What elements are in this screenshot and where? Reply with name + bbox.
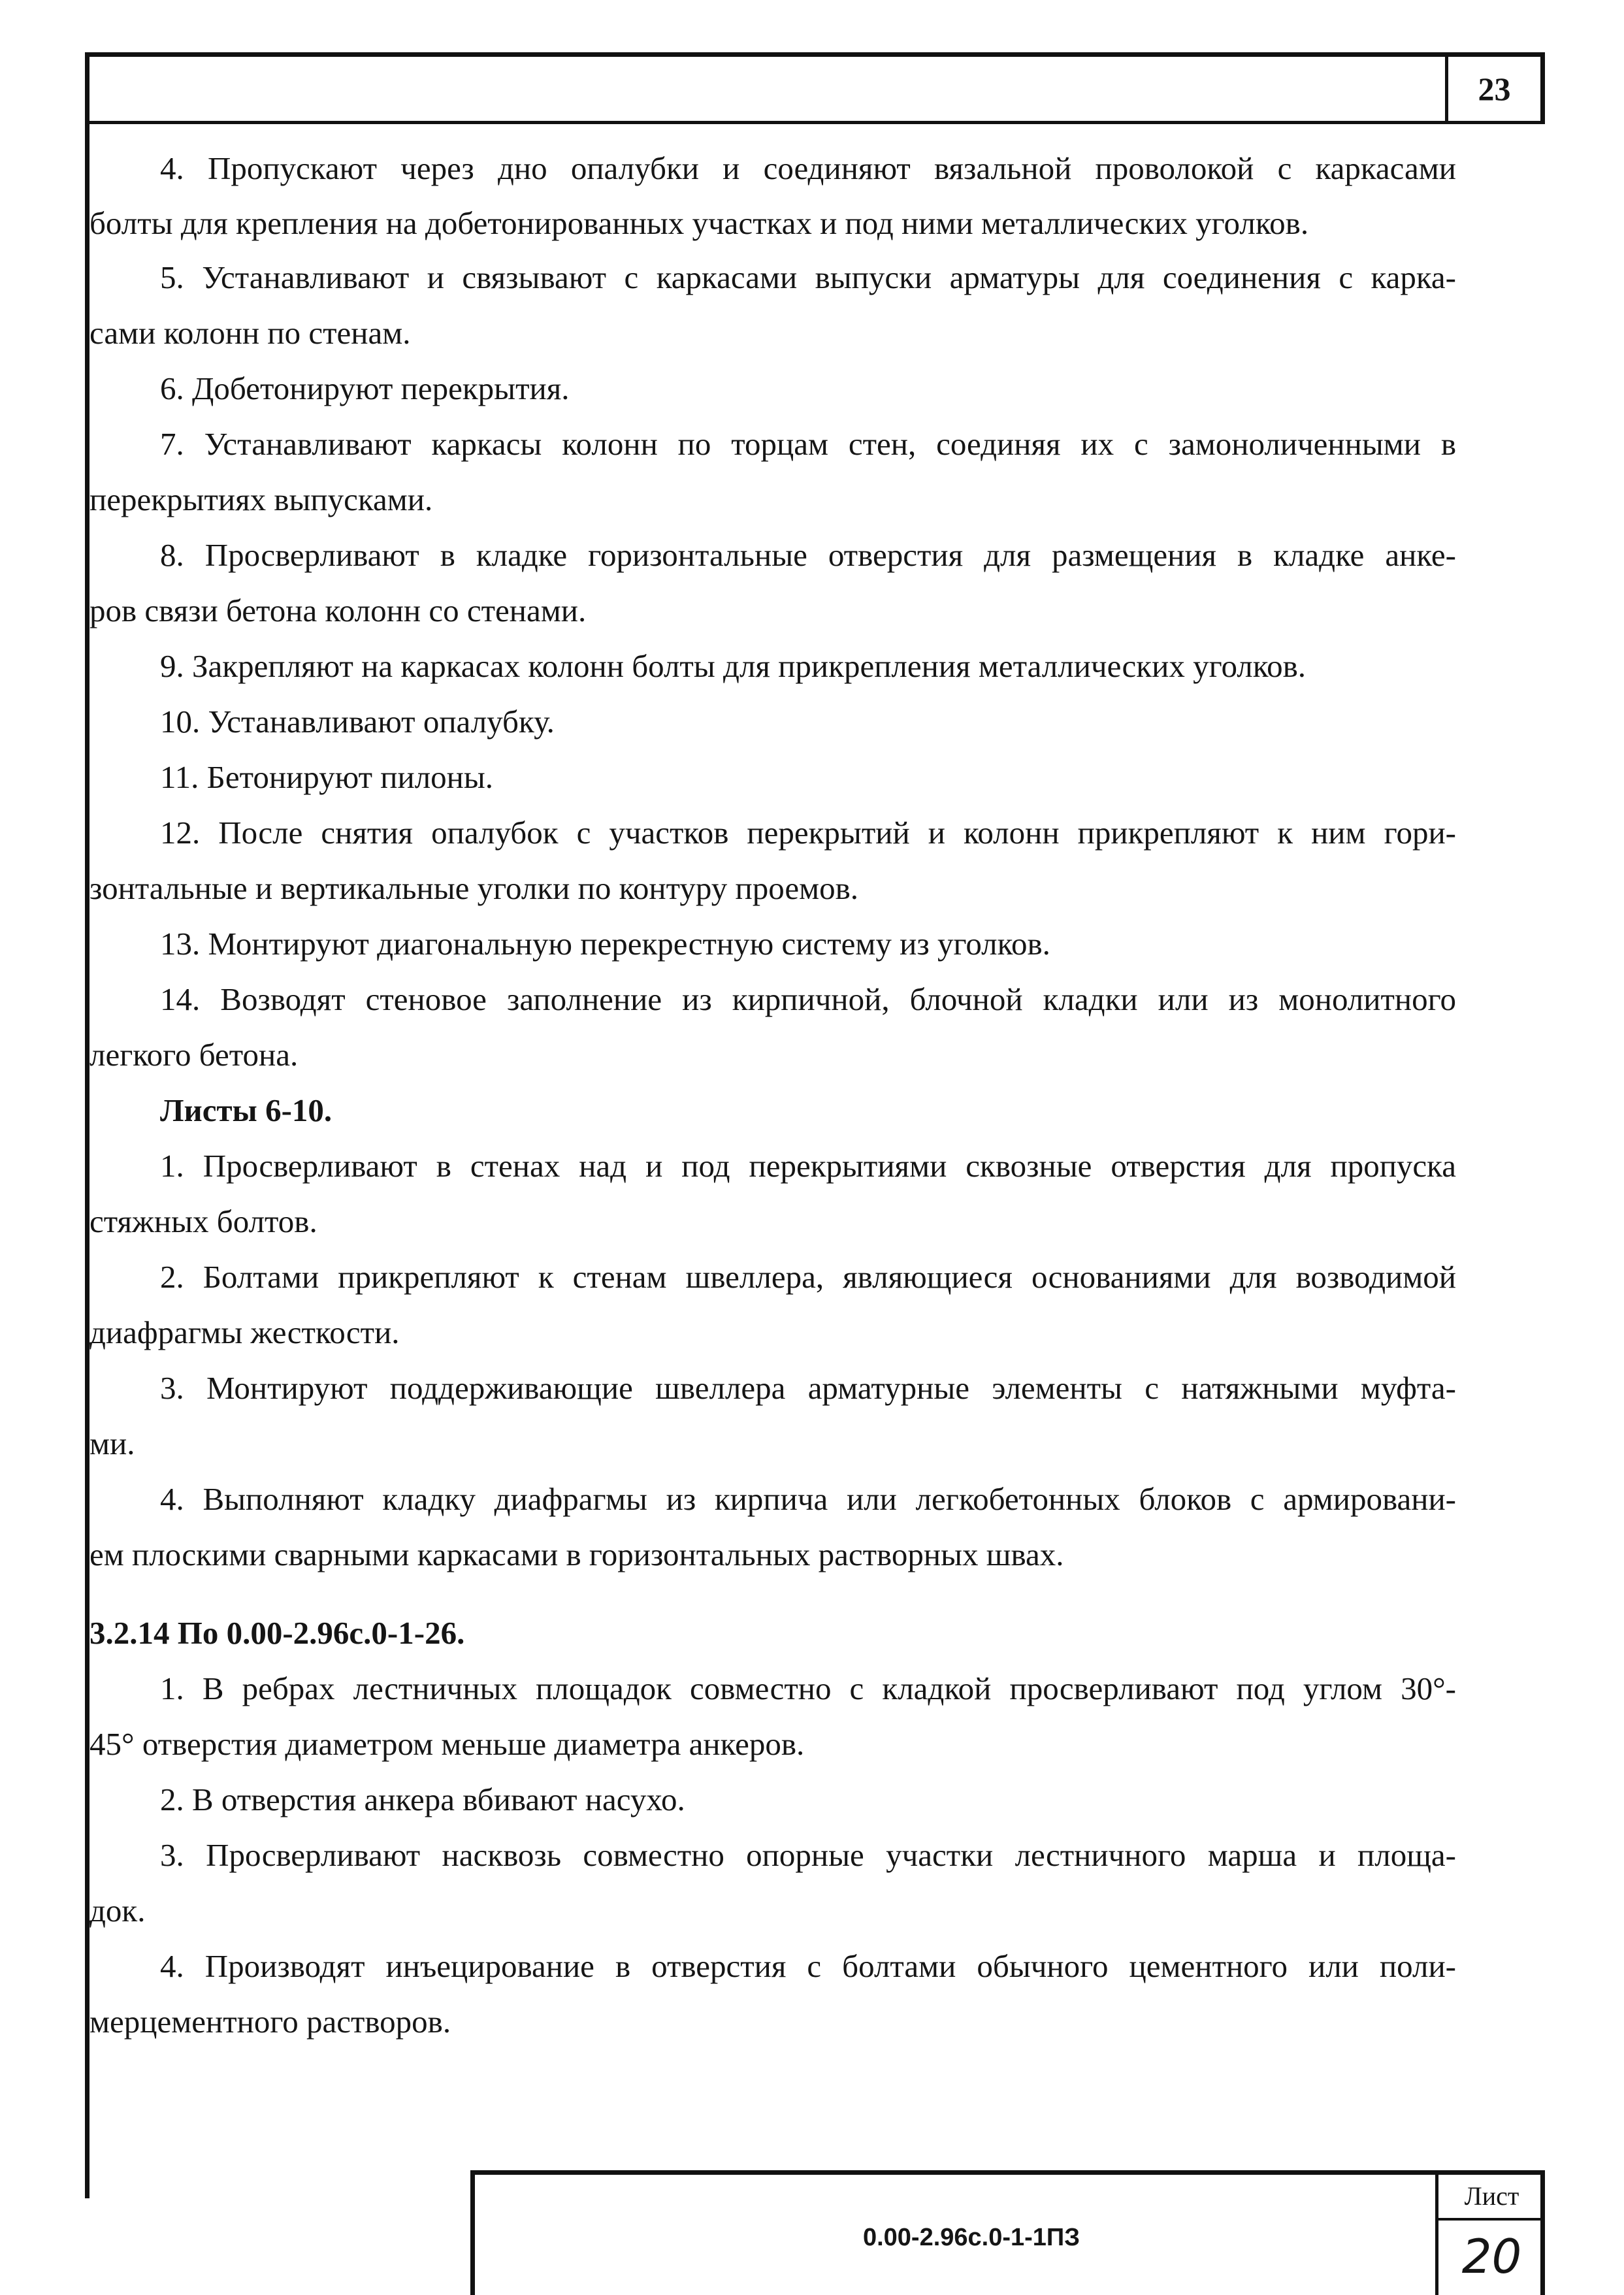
paragraph-line: стяжных болтов.: [89, 1203, 317, 1239]
paragraph-line: диафрагмы жесткости.: [89, 1314, 400, 1350]
paragraph-line: 4. Пропускают через дно опалубки и соединяют вязальной проволокой с каркасами: [160, 150, 1456, 186]
paragraph-line: 1. В ребрах лестничных площадок совместно с кладкой просверливают под углом 30°-: [160, 1670, 1456, 1706]
paragraph-line: 3. Просверливают насквозь совместно опорные участки лестничного марша и площа-: [160, 1837, 1456, 1873]
paragraph-line: 4. Выполняют кладку диафрагмы из кирпича или легкобетонных блоков с армировани-: [160, 1481, 1456, 1517]
document-code: 0.00-2.96с.0-1-1ПЗ: [862, 2224, 1080, 2251]
paragraph-line: 14. Возводят стеновое заполнение из кирпичной, блочной кладки или из монолитного: [160, 981, 1456, 1017]
frame-right-line: [1540, 52, 1545, 124]
paragraph-line: 10. Устанавливают опалубку.: [160, 704, 555, 740]
paragraph-line: 13. Монтируют диагональную перекрестную систему из уголков.: [160, 926, 1050, 962]
section-heading: 3.2.14 По 0.00-2.96с.0-1-26.: [89, 1615, 465, 1651]
paragraph-line: ем плоскими сварными каркасами в горизонтальных растворных швах.: [89, 1537, 1064, 1572]
paragraph-line: ми.: [89, 1425, 135, 1461]
paragraph-line: 3. Монтируют поддерживающие швеллера арматурные элементы с натяжными муфта-: [160, 1370, 1456, 1406]
paragraph-line: 1. Просверливают в стенах над и под перекрытиями сквозные отверстия для пропуска: [160, 1148, 1456, 1184]
paragraph-line: мерцементного растворов.: [89, 2004, 451, 2040]
paragraph-line: 9. Закрепляют на каркасах колонн болты для прикрепления металлических уголков.: [160, 648, 1306, 684]
title-block: [470, 2170, 1545, 2295]
paragraph-line: ров связи бетона колонн со стенами.: [89, 593, 587, 628]
paragraph-line: 45° отверстия диаметром меньше диаметра анкеров.: [89, 1726, 805, 1762]
paragraph-line: 11. Бетонируют пилоны.: [160, 759, 494, 795]
paragraph-line: перекрытиях выпусками.: [89, 481, 433, 517]
header-bottom-line: [87, 121, 1545, 124]
frame-left-line: [85, 52, 89, 2198]
frame-top-line: [87, 52, 1545, 57]
paragraph-line: сами колонн по стенам.: [89, 315, 411, 351]
sheet-cell: [1435, 2175, 1548, 2295]
sheet-number: 20: [1461, 2229, 1522, 2284]
sheet-label: Лист: [1438, 2177, 1545, 2221]
paragraph-line: док.: [89, 1893, 146, 1929]
paragraph-line: 8. Просверливают в кладке горизонтальные отверстия для размещения в кладке анке-: [160, 537, 1456, 573]
paragraph-line: 4. Производят инъецирование в отверстия с болтами обычного цементного или поли-: [160, 1948, 1456, 1984]
page-number: 23: [1478, 71, 1511, 107]
paragraph-line: 12. После снятия опалубок с участков перекрытий и колонн прикрепляют к ним гори-: [160, 815, 1456, 851]
paragraph-line: 2. В отверстия анкера вбивают насухо.: [160, 1782, 685, 1817]
paragraph-line: 5. Устанавливают и связывают с каркасами выпуски арматуры для соединения с карка-: [160, 259, 1456, 295]
sheets-heading: Листы 6-10.: [160, 1092, 333, 1128]
paragraph-line: 2. Болтами прикрепляют к стенам швеллера, являющиеся основаниями для возводимой: [160, 1259, 1456, 1295]
paragraph-line: зонтальные и вертикальные уголки по контуру проемов.: [89, 870, 858, 906]
paragraph-line: легкого бетона.: [89, 1037, 299, 1073]
paragraph-line: 6. Добетонируют перекрытия.: [160, 370, 570, 406]
paragraph-line: болты для крепления на добетонированных участках и под ними металлических уголков.: [89, 205, 1309, 241]
paragraph-line: 7. Устанавливают каркасы колонн по торцам стен, соединяя их с замоноличенными в: [160, 426, 1456, 462]
